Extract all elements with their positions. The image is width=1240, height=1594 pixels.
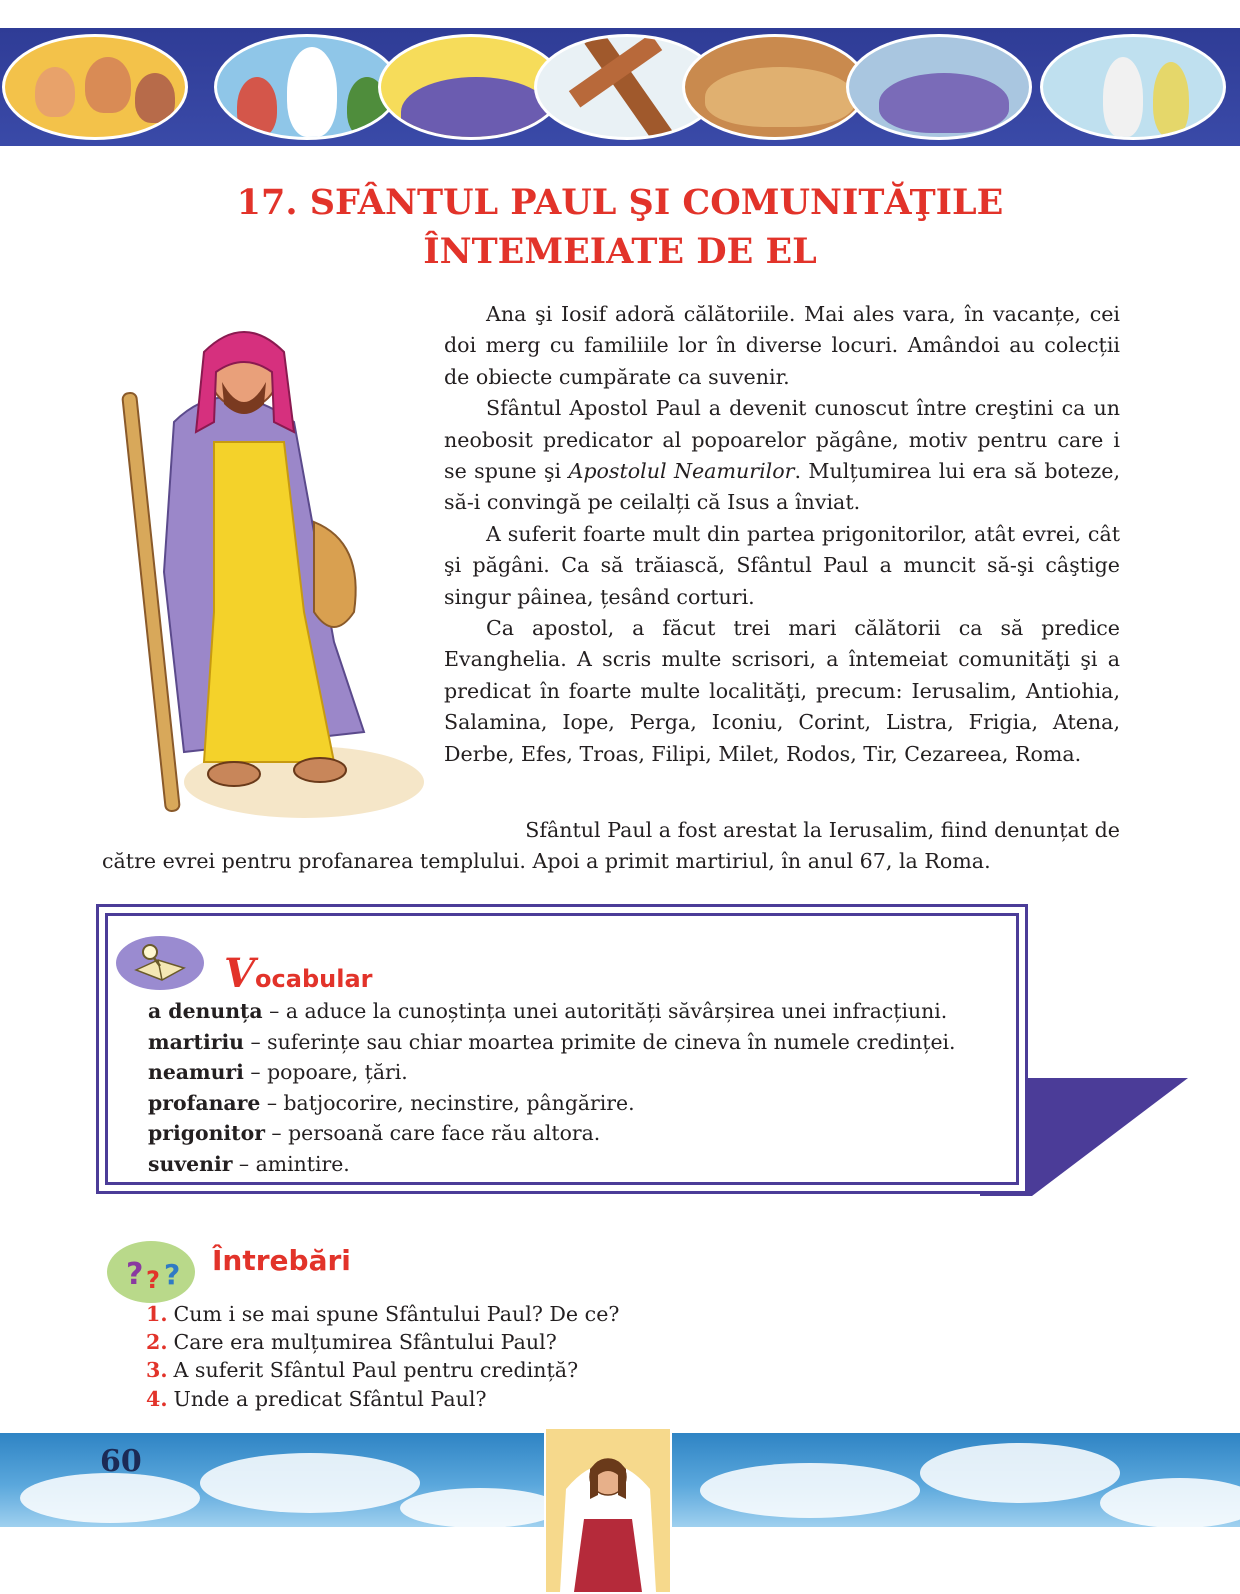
question-marks-icon: [106, 1240, 196, 1304]
vocabulary-item: suvenir – amintire.: [148, 1151, 350, 1176]
page-title-line1: 17. SFÂNTUL PAUL ŞI COMUNITĂŢILE: [236, 182, 1004, 223]
paragraph-3: A suferit foarte mult din partea prigonitorilor, atât evrei, cât şi păgâni. Ca să trăiască, Sfântul Paul a muncit să-şi câştige singur pâinea, țesând corturi.: [444, 521, 1120, 609]
questions-heading: Întrebări: [212, 1244, 351, 1277]
vocabulary-heading: Vocabular: [224, 950, 373, 997]
saint-paul-illustration: [104, 312, 426, 824]
paragraph-5: [102, 815, 1120, 878]
page-number: 60: [100, 1444, 142, 1479]
vocabulary-list: [148, 996, 1018, 1179]
question-item: 4. Unde a predicat Sfântul Paul?: [146, 1386, 487, 1411]
banner-illustration-jesus-crowd: [214, 34, 400, 140]
banner-illustration-temple: [846, 34, 1032, 140]
open-book-magnifier-icon: [114, 934, 206, 992]
svg-text:?: ?: [146, 1266, 160, 1294]
vocabulary-item: martiriu – suferințe sau chiar moartea primite de cineva în numele credinței.: [148, 1029, 956, 1054]
vocabulary-item: profanare – batjocorire, necinstire, pângărire.: [148, 1090, 635, 1115]
page-title: [150, 178, 1090, 276]
paragraph-1: Ana şi Iosif adoră călătoriile. Mai ales vara, în vacanțe, cei doi merg cu familiile lor în diverse locuri. Amândoi au colecții de obiecte cumpărate ca suvenir.: [444, 302, 1120, 389]
question-item: 3. A suferit Sfântul Paul pentru credință?: [146, 1358, 579, 1383]
svg-text:?: ?: [126, 1257, 144, 1292]
vocabulary-item: a denunța – a aduce la cunoștința unei autorități săvârșirea unei infracțiuni.: [148, 999, 948, 1023]
banner-illustration-emmaus: [1040, 34, 1226, 140]
banner-illustration-children: [2, 34, 188, 140]
questions-list: [146, 1300, 619, 1413]
jesus-illustration: [544, 1427, 672, 1594]
top-banner: [0, 28, 1240, 146]
paragraph-5-line2: către evrei pentru profanarea templului. Apoi a primit martiriul, în anul 67, la Roma.: [102, 849, 991, 874]
svg-text:?: ?: [164, 1258, 181, 1291]
question-item: 1. Cum i se mai spune Sfântului Paul? De ce?: [146, 1302, 620, 1326]
banner-illustration-last-supper: [682, 34, 868, 140]
epithet-apostle-of-nations: Apostolul Neamurilor: [568, 459, 795, 484]
vocabulary-item: prigonitor – persoană care face rău altora.: [148, 1121, 601, 1145]
paragraph-2: Sfântul Apostol Paul a devenit cunoscut între creştini ca un neobosit predicator al popoarelor păgâne, motiv pentru care i se spune şi Apostolul Neamurilor. Mulțumirea lui era să boteze, să-i convingă pe ceilalți că Isus a înviat.: [444, 396, 1120, 515]
paragraph-5-line1: Sfântul Paul a fost arestat la Ierusalim, fiind denunțat de: [525, 818, 1120, 842]
question-item: 2. Care era mulțumirea Sfântului Paul?: [146, 1330, 557, 1355]
vocabulary-item: neamuri – popoare, țări.: [148, 1060, 408, 1084]
paragraph-4: Ca apostol, a făcut trei mari călătorii ca să predice Evanghelia. A scris multe scrisori, a întemeiat comunităţi şi a predicat în foarte multe localităţi, precum: Ierusalim, Antiohia, Salamina, Iope, Perga, Iconiu, Corint, Listra, Frigia, Atena, Derbe, Efes, Troas, Filipi, Milet, Rodos, Tir, Cezareea, Roma.: [444, 616, 1120, 766]
page-title-line2: ÎNTEMEIATE DE EL: [423, 231, 817, 272]
lesson-text: [444, 299, 1120, 770]
